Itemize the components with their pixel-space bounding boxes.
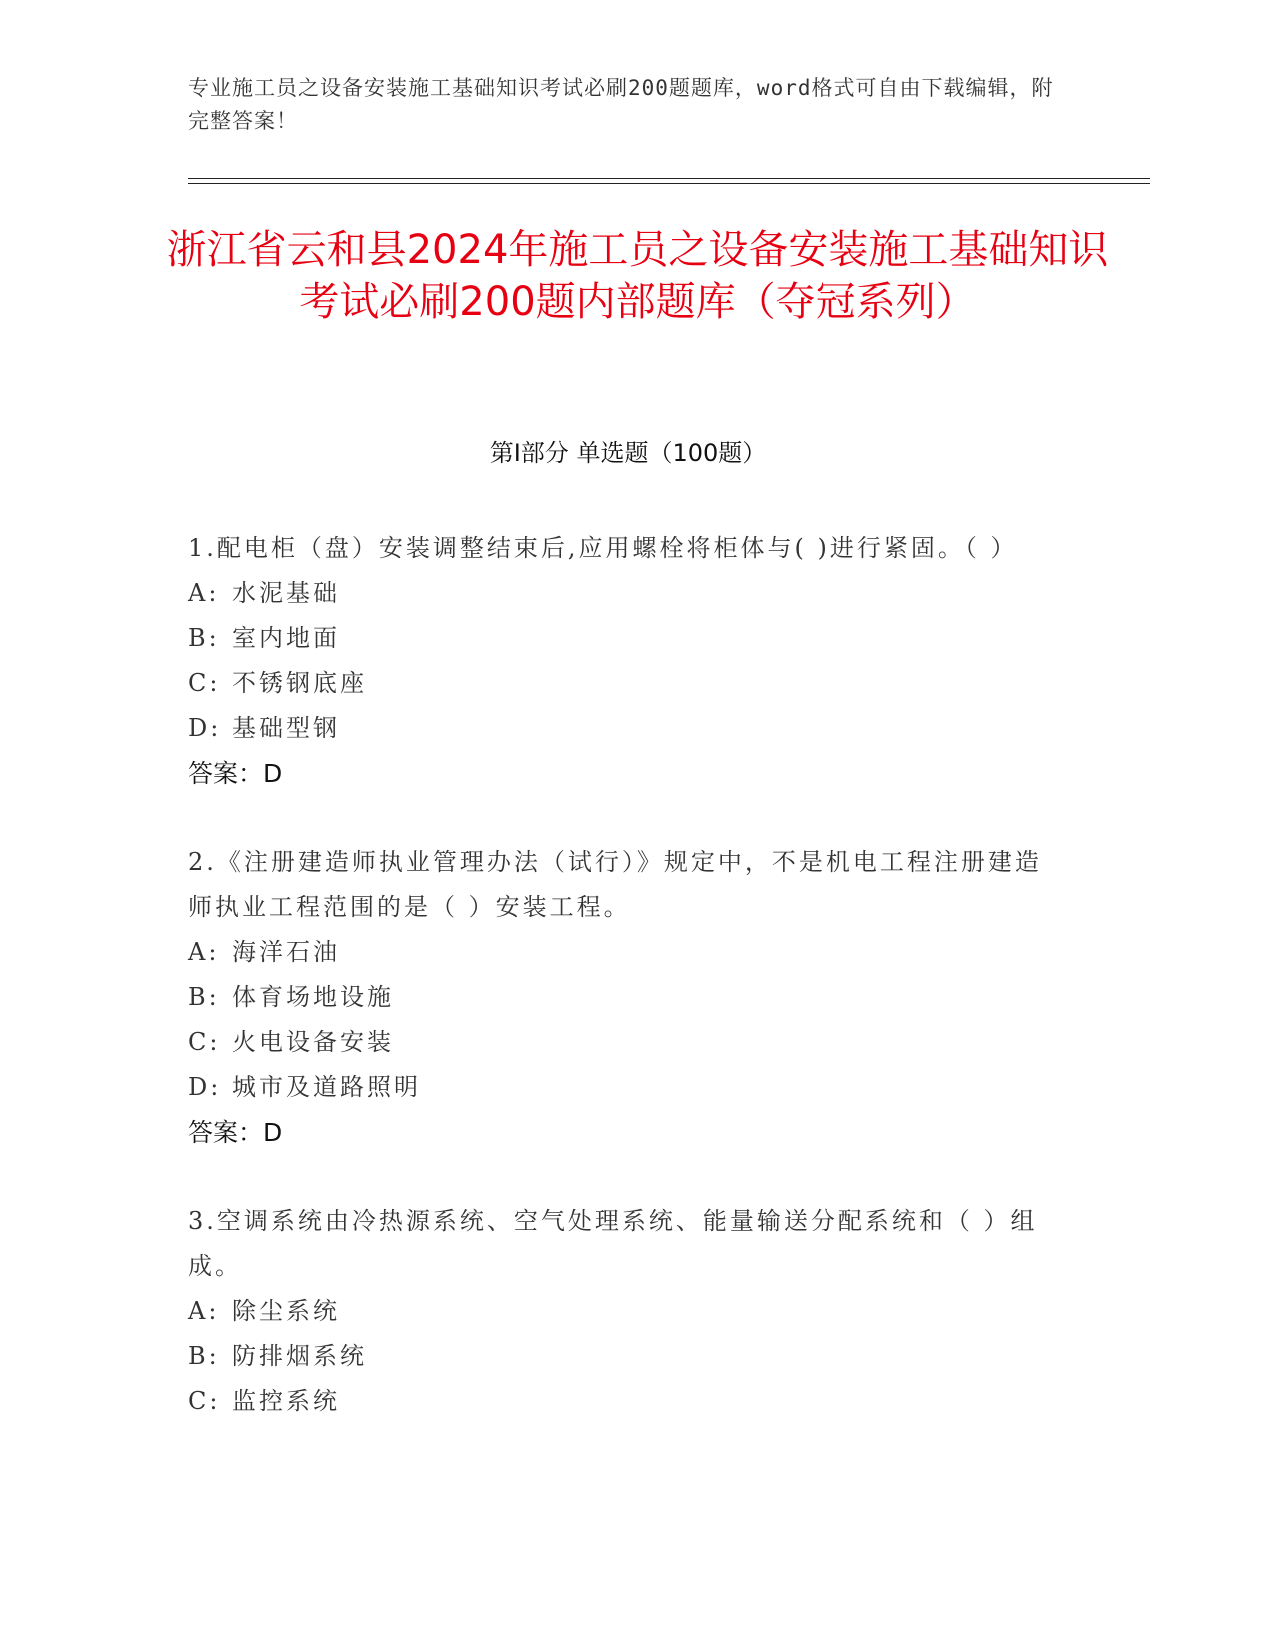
option-text: 火电设备安装 bbox=[232, 1028, 394, 1056]
option-text: 室内地面 bbox=[232, 624, 340, 652]
option-letter: D: bbox=[188, 1073, 222, 1101]
option-text: 不锈钢底座 bbox=[232, 669, 367, 697]
answer-line: 答案：D bbox=[188, 759, 283, 788]
option-letter: B: bbox=[188, 983, 220, 1011]
document-title: 浙江省云和县2024年施工员之设备安装施工基础知识考试必刷200题内部题库（夺冠系列） bbox=[166, 227, 1109, 325]
option-a bbox=[188, 571, 1068, 616]
option-a bbox=[188, 1289, 1068, 1334]
option-text: 监控系统 bbox=[232, 1387, 340, 1415]
question-stem: 3.空调系统由冷热源系统、空气处理系统、能量输送分配系统和（ ）组成。 bbox=[188, 1207, 1038, 1280]
question-2 bbox=[188, 840, 1068, 1155]
question-3 bbox=[188, 1199, 1068, 1424]
option-text: 体育场地设施 bbox=[232, 983, 394, 1011]
option-c bbox=[188, 661, 1068, 706]
option-text: 基础型钢 bbox=[232, 714, 340, 742]
section-title: 第Ⅰ部分 单选题（100题） bbox=[489, 439, 767, 467]
question-stem: 1.配电柜（盘）安装调整结束后,应用螺栓将柜体与( )进行紧固。（ ） bbox=[188, 534, 1018, 562]
header-note: 专业施工员之设备安装施工基础知识考试必刷200题题库，word格式可自由下载编辑，附完整答案！ bbox=[188, 76, 1054, 133]
header-rule-top bbox=[188, 178, 1150, 179]
option-letter: D: bbox=[188, 714, 222, 742]
question-1 bbox=[188, 526, 1068, 796]
option-letter: C: bbox=[188, 1028, 221, 1056]
option-c bbox=[188, 1020, 1068, 1065]
question-list bbox=[188, 526, 1068, 1468]
option-d bbox=[188, 1065, 1068, 1110]
option-letter: A: bbox=[188, 1297, 220, 1325]
option-b bbox=[188, 975, 1068, 1020]
option-letter: C: bbox=[188, 669, 221, 697]
option-d bbox=[188, 706, 1068, 751]
option-letter: A: bbox=[188, 938, 220, 966]
option-letter: A: bbox=[188, 579, 220, 607]
option-letter: C: bbox=[188, 1387, 221, 1415]
header-rule-bottom bbox=[188, 183, 1150, 184]
option-letter: B: bbox=[188, 1342, 220, 1370]
option-text: 城市及道路照明 bbox=[232, 1073, 421, 1101]
option-c bbox=[188, 1379, 1068, 1424]
option-b bbox=[188, 1334, 1068, 1379]
option-letter: B: bbox=[188, 624, 220, 652]
option-b bbox=[188, 616, 1068, 661]
answer-line: 答案：D bbox=[188, 1118, 283, 1147]
question-stem: 2.《注册建造师执业管理办法（试行）》规定中，不是机电工程注册建造师执业工程范围的是（ ）安装工程。 bbox=[188, 848, 1042, 921]
option-text: 除尘系统 bbox=[232, 1297, 340, 1325]
option-text: 水泥基础 bbox=[232, 579, 340, 607]
option-text: 海洋石油 bbox=[232, 938, 340, 966]
option-text: 防排烟系统 bbox=[232, 1342, 367, 1370]
option-a bbox=[188, 930, 1068, 975]
